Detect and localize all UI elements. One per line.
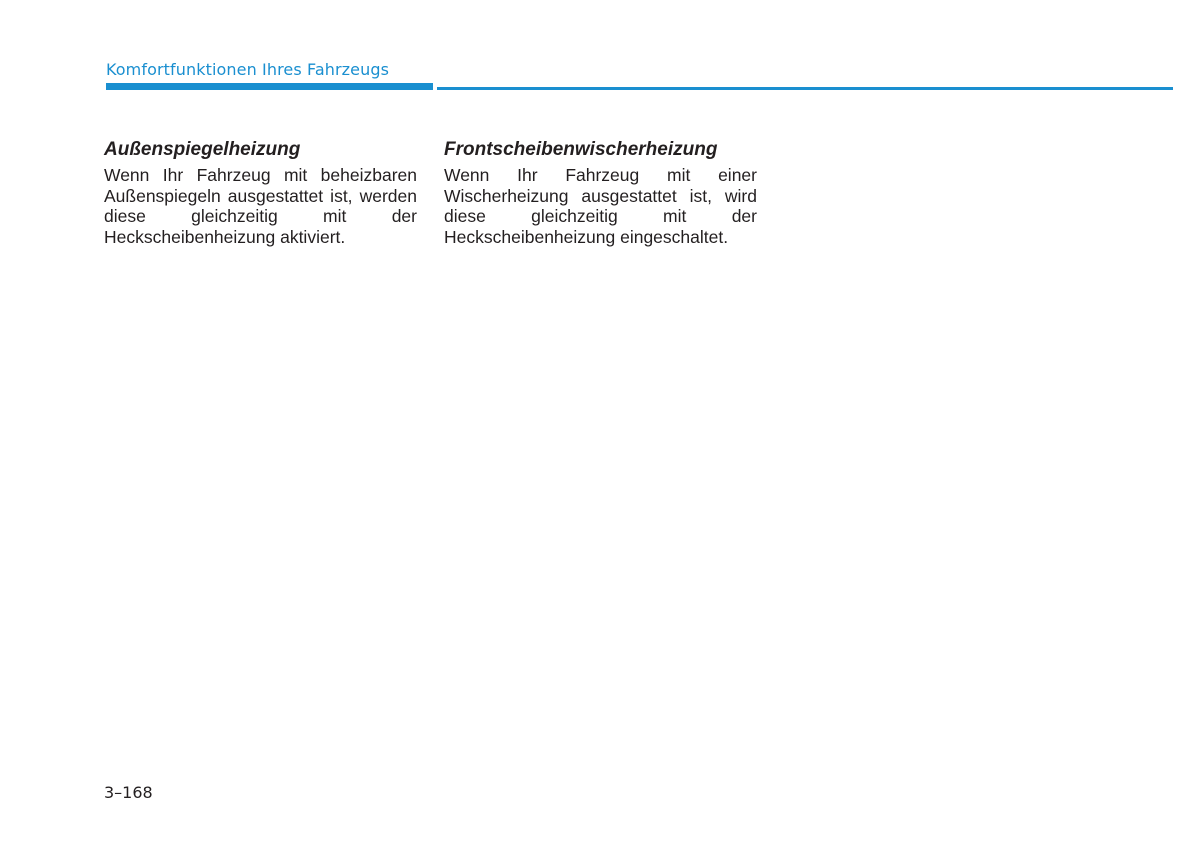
header-rule-thick [106,83,433,90]
section-heading: Außenspiegelheizung [104,139,301,160]
section-body: Wenn Ihr Fahrzeug mit beheizbaren Außenspiegeln ausgestattet ist, werden diese gleichzeitig mit der Heckscheibenheizung aktiviert. [104,165,417,247]
page-number: 3–168 [104,783,153,802]
chapter-title: Komfortfunktionen Ihres Fahrzeugs [106,60,390,79]
section-heading: Frontscheibenwischerheizung [444,139,718,160]
header-rule-thin [437,87,1173,90]
section-exterior-mirror-heating [104,138,417,247]
section-windshield-wiper-heating [444,138,757,247]
section-body: Wenn Ihr Fahrzeug mit einer Wischerheizung ausgestattet ist, wird diese gleichzeitig mit der Heckscheibenheizung eingeschaltet. [444,165,757,247]
